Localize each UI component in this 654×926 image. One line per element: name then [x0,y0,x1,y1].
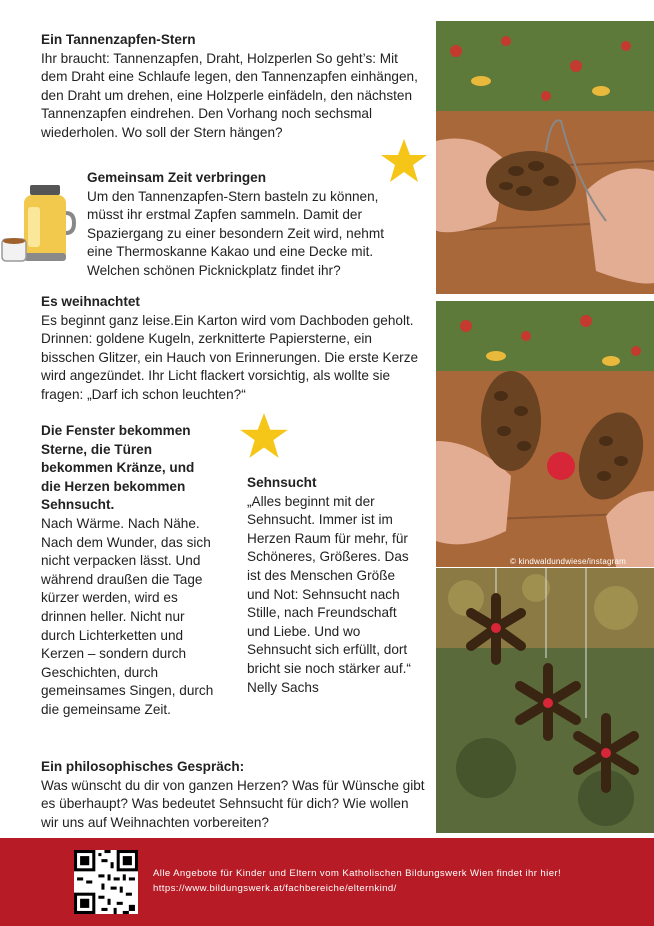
section-body: Was wünscht du dir von ganzen Herzen? Was für Wünsche gibt es überhaupt? Was bedeutet Sehnsucht für dich? Wie wollen wir uns auf Weihnachten vorbereiten? [41,777,425,830]
section-title: Sehnsucht [247,475,317,490]
section-star-craft [41,31,421,143]
section-body: Nach Wärme. Nach Nähe. Nach dem Wunder, das sich nicht verpacken lässt. Und während draußen die Tage kürzer werden, wird es drinnen heller. Nicht nur durch Lichterketten und Kerzen – sondern durch Geschichten, durch gemeinsames Singen, durch die gemeinsame Zeit. [41,515,214,717]
section-christmas [41,293,426,405]
footer-banner [0,838,654,926]
section-title: Es weihnachtet [41,294,140,309]
section-body: Ihr braucht: Tannenzapfen, Draht, Holzperlen So geht’s: Mit dem Draht eine Schlaufe legen, den Tannenzapfen einhängen, den Draht um drehen, eine Holzperle einfädeln, den nächsten Tannenzapfen eindrehen. Den Vorhang noch sechsmal wiederholen. Wo soll der Stern hängen? [41,50,418,140]
section-title: Ein Tannenzapfen-Stern [41,32,196,47]
section-talk [41,758,426,832]
section-time-together [87,169,407,281]
section-title: Ein philosophisches Gespräch: [41,759,245,774]
photo-credit: © kindwaldundwiese/instagram [510,557,626,566]
section-body: Um den Tannenzapfen-Stern basteln zu können, müsst ihr erstmal Zapfen sammeln. Damit der Spaziergang zu einer besondern Zeit wird, nehmt eine Thermoskanne Kakao und eine Decke mit. Welchen schönen Picknickplatz findet ihr? [87,188,384,278]
footer-text-block [153,866,561,896]
photo-pinecones-bead [436,301,654,567]
footer-text: Alle Angebote für Kinder und Eltern vom Katholischen Bildungswerk Wien findet ihr hier! [153,868,562,879]
quote-author: Nelly Sachs [247,679,319,695]
quote-text: „Alles beginnt mit der Sehnsucht. Immer ist im Herzen Raum für mehr, für Schöneres, Größeres. Das ist des Menschen Größe und Not: Sehnsucht nach Stille, nach Freundschaft und Liebe. Und wo Sehnsucht sich erfüllt, dort bricht sie noch stärker auf.“ [247,493,411,676]
section-longing [247,474,417,697]
star-icon [238,411,290,461]
photo-pinecone-wire [436,21,654,294]
thermos-icon [0,183,76,263]
photo-hanging-stars [436,568,654,833]
section-title: Gemeinsam Zeit verbringen [87,170,267,185]
section-body: Es beginnt ganz leise.Ein Karton wird vom Dachboden geholt. Drinnen: goldene Kugeln, zerknitterte Papiersterne, ein bisschen Glitzer, ein Hauch von Erinnerungen. Die erste Kerze wird angezündet. Ihr Licht flackert vorsichtig, als wollte sie fragen: „Darf ich schon leuchten?“ [41,312,419,402]
section-title: Die Fenster bekommen Sterne, die Türen bekommen Kränze, und die Herzen bekommen Sehnsucht. [41,423,195,513]
qr-code[interactable] [74,850,138,914]
section-windows [41,422,217,720]
footer-url-link[interactable]: https://www.bildungswerk.at/fachbereiche/elternkind/ [153,883,397,894]
